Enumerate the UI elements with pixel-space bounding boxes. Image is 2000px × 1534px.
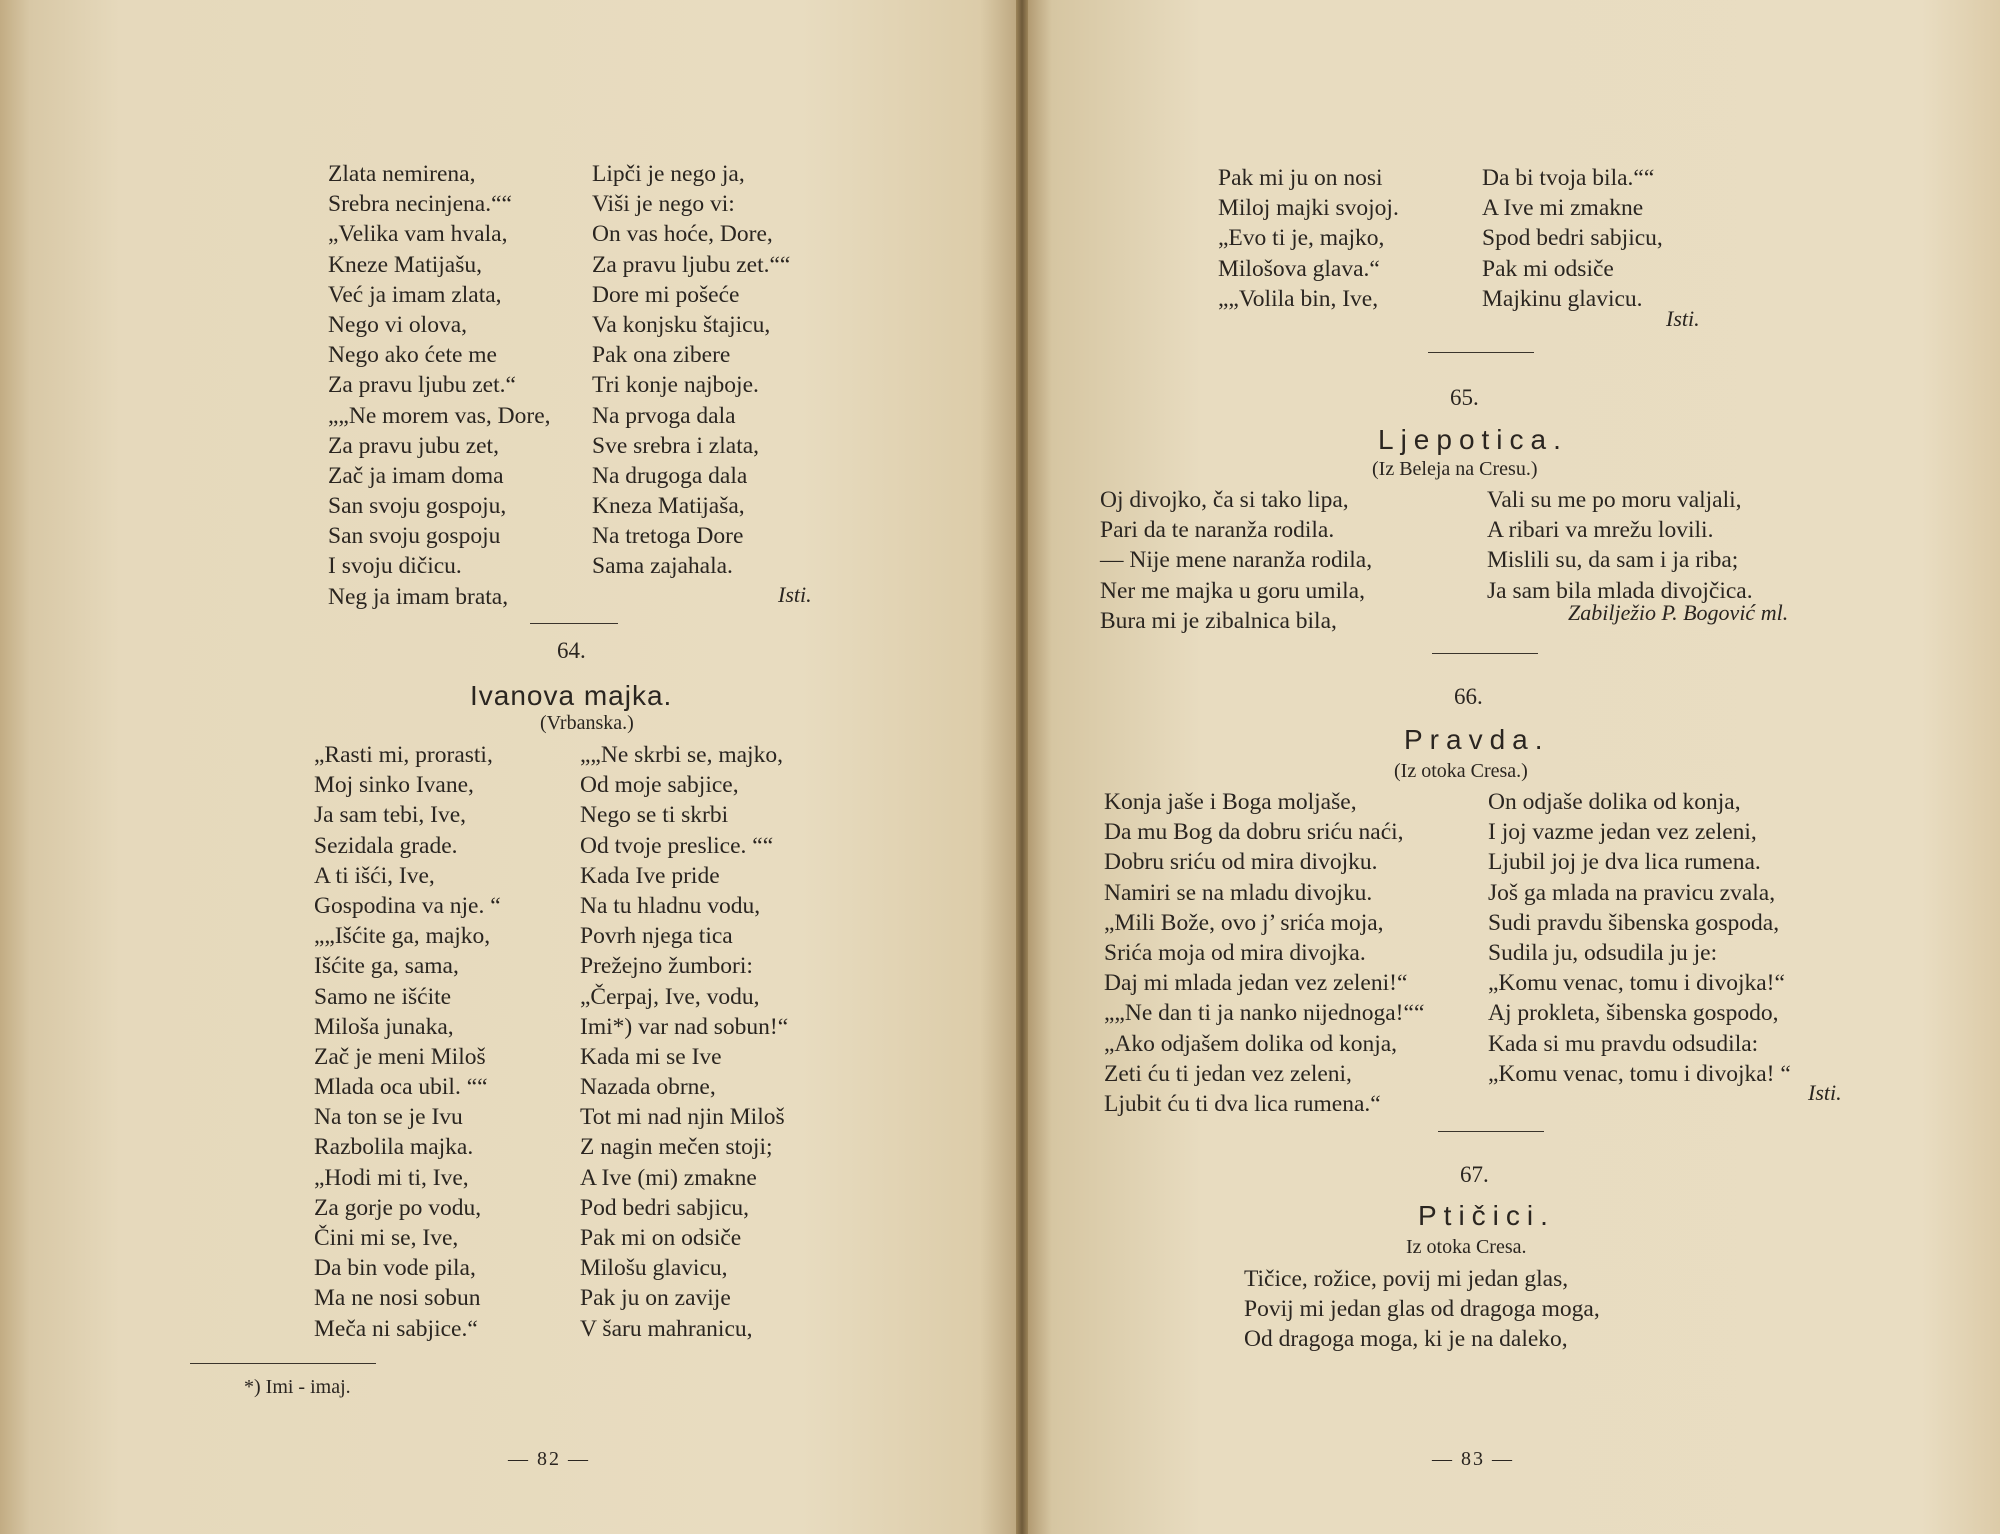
- poem64-end-column-2: [1482, 163, 1663, 314]
- verse-line: San svoju gospoju,: [328, 493, 507, 520]
- verse-line: Neg ja imam brata,: [328, 583, 509, 610]
- verse-line: Sezidala grade.: [314, 832, 458, 859]
- poem66-number: 66.: [1454, 684, 1483, 709]
- verse-line: Pak mi on odsiče: [580, 1225, 742, 1251]
- poem65-column-2: [1487, 485, 1753, 606]
- verse-line: Mislili su, da sam i ja riba;: [1487, 547, 1739, 574]
- verse-line: Za pravu jubu zet,: [328, 432, 499, 459]
- verse-line: Na prvoga dala: [592, 402, 736, 429]
- poem66-column-2: [1488, 787, 1791, 1089]
- verse-line: Nego vi olova,: [328, 311, 468, 338]
- poem66-title: Pravda.: [1404, 724, 1550, 755]
- verse-line: „Rasti mi, prorasti,: [314, 742, 493, 768]
- poem64-subtitle: (Vrbanska.): [540, 712, 634, 734]
- verse-line: Za pravu ljubu zet.“: [328, 372, 516, 399]
- verse-line: Va konjsku štajicu,: [592, 311, 771, 338]
- verse-line: Ma ne nosi sobun: [314, 1285, 481, 1312]
- verse-line: Zlata nemirena,: [328, 161, 476, 187]
- verse-line: Da bi tvoja bila.““: [1482, 165, 1655, 191]
- verse-line: Sama zajahala.: [592, 553, 733, 580]
- poem64-signature-right: Isti.: [1666, 306, 1700, 331]
- verse-line: Pak mi ju on nosi: [1218, 165, 1383, 191]
- verse-line: Pak ona zibere: [592, 342, 731, 369]
- verse-line: „„Ne morem vas, Dore,: [328, 402, 551, 429]
- verse-line: Majkinu glavicu.: [1482, 285, 1643, 312]
- right-page: [1022, 0, 2000, 1534]
- verse-line: Viši je nego vi:: [592, 191, 735, 218]
- verse-line: Namiri se na mladu divojku.: [1104, 879, 1373, 906]
- poem67-title: Ptičici.: [1418, 1200, 1555, 1231]
- verse-line: Kneza Matijaša,: [592, 493, 745, 520]
- verse-line: „Mili Bože, ovo j’ srića moja,: [1104, 909, 1384, 936]
- verse-line: Povrh njega tica: [580, 923, 733, 950]
- verse-line: Tot mi nad njin Miloš: [580, 1104, 785, 1131]
- verse-line: Na drugoga dala: [592, 462, 748, 489]
- verse-line: Zač ja imam doma: [328, 462, 504, 489]
- poem67-lines: [1244, 1264, 1600, 1355]
- verse-line: Pod bedri sabjicu,: [580, 1194, 750, 1221]
- verse-line: V šaru mahranicu,: [580, 1315, 753, 1342]
- verse-line: Mlada oca ubil. ““: [314, 1074, 488, 1101]
- verse-line: Kada mi se Ive: [580, 1043, 722, 1070]
- verse-line: Daj mi mlada jedan vez zeleni!“: [1104, 970, 1408, 997]
- verse-line: Za pravu ljubu zet.““: [592, 251, 791, 278]
- verse-line: Kada Ive pride: [580, 862, 720, 889]
- verse-line: Čini mi se, Ive,: [314, 1225, 459, 1251]
- poem64-number: 64.: [557, 638, 586, 663]
- verse-line: Ljubit ću ti dva lica rumena.“: [1104, 1090, 1381, 1117]
- verse-line: Išćite ga, sama,: [314, 953, 459, 980]
- verse-line: I svoju dičicu.: [328, 553, 462, 580]
- verse-line: Lipči je nego ja,: [592, 161, 745, 187]
- verse-line: Nego se ti skrbi: [580, 802, 729, 829]
- verse-line: Milošu glavicu,: [580, 1255, 728, 1282]
- poem65-signature: Zabilježio P. Bogović ml.: [1568, 600, 1789, 625]
- poem63-column-2: [592, 159, 790, 582]
- verse-line: Spod bedri sabjicu,: [1482, 225, 1663, 252]
- poem66-column-1: [1104, 787, 1424, 1119]
- section-divider: [530, 623, 618, 624]
- verse-line: A ti išći, Ive,: [314, 862, 435, 889]
- verse-line: Imi*) var nad sobun!“: [580, 1013, 789, 1040]
- verse-line: Miloj majki svojoj.: [1218, 195, 1399, 222]
- verse-line: Povij mi jedan glas od dragoga moga,: [1244, 1296, 1600, 1323]
- verse-line: „Ako odjašem dolika od konja,: [1104, 1030, 1398, 1057]
- section-divider: [1432, 653, 1538, 654]
- verse-line: „Komu venac, tomu i divojka! “: [1488, 1060, 1791, 1087]
- verse-line: Nazada obrne,: [580, 1074, 716, 1101]
- verse-line: A Ive mi zmakne: [1482, 195, 1644, 222]
- poem65-title: Ljepotica.: [1378, 424, 1568, 455]
- poem67-subtitle: Iz otoka Cresa.: [1406, 1236, 1527, 1258]
- verse-line: Sve srebra i zlata,: [592, 432, 760, 459]
- poem65-column-1: [1100, 485, 1372, 636]
- verse-line: „Hodi mi ti, Ive,: [314, 1164, 469, 1191]
- poem64-title: Ivanova majka.: [470, 680, 673, 711]
- verse-line: Od dragoga moga, ki je na daleko,: [1244, 1326, 1568, 1353]
- book-gutter: [1016, 0, 1028, 1534]
- poem67-number: 67.: [1460, 1162, 1489, 1187]
- footnote-rule: [190, 1363, 376, 1364]
- poem64-end-column-1: [1218, 163, 1399, 314]
- poem64-column-2: [580, 740, 788, 1344]
- verse-line: Dobru sriću od mira divojku.: [1104, 849, 1378, 876]
- verse-line: Sudi pravdu šibenska gospoda,: [1488, 909, 1780, 936]
- verse-line: I joj vazme jedan vez zeleni,: [1488, 819, 1757, 846]
- verse-line: Tri konje najboje.: [592, 372, 759, 399]
- verse-line: A Ive (mi) zmakne: [580, 1164, 757, 1191]
- verse-line: Bura mi je zibalnica bila,: [1100, 607, 1337, 634]
- verse-line: Z nagin mečen stoji;: [580, 1134, 773, 1161]
- verse-line: Na tu hladnu vodu,: [580, 892, 761, 919]
- poem65-number: 65.: [1450, 385, 1479, 410]
- verse-line: Razbolila majka.: [314, 1134, 474, 1161]
- verse-line: Nego ako ćete me: [328, 342, 497, 369]
- verse-line: Od tvoje preslice. ““: [580, 832, 774, 859]
- poem66-subtitle: (Iz otoka Cresa.): [1394, 760, 1528, 782]
- verse-line: Ja sam tebi, Ive,: [314, 802, 467, 829]
- verse-line: Ner me majka u goru umila,: [1100, 577, 1365, 604]
- poem65-subtitle: (Iz Beleja na Cresu.): [1372, 458, 1538, 480]
- verse-line: Aj prokleta, šibenska gospodo,: [1488, 1000, 1779, 1027]
- verse-line: Sudila ju, odsudila ju je:: [1488, 939, 1718, 966]
- section-divider: [1438, 1131, 1544, 1132]
- verse-line: — Nije mene naranža rodila,: [1100, 547, 1373, 574]
- verse-line: Zač je meni Miloš: [314, 1043, 486, 1070]
- verse-line: „Velika vam hvala,: [328, 221, 508, 248]
- verse-line: Dore mi pošeće: [592, 281, 740, 308]
- verse-line: Za gorje po vodu,: [314, 1194, 482, 1221]
- verse-line: Ljubil joj je dva lica rumena.: [1488, 849, 1761, 876]
- verse-line: Tičice, rožice, povij mi jedan glas,: [1244, 1266, 1569, 1292]
- verse-line: „„Ne skrbi se, majko,: [580, 742, 783, 768]
- verse-line: Na tretoga Dore: [592, 523, 744, 550]
- verse-line: Samo ne išćite: [314, 983, 452, 1010]
- verse-line: Na ton se je Ivu: [314, 1104, 463, 1131]
- verse-line: Od moje sabjice,: [580, 772, 739, 799]
- poem64-column-1: [314, 740, 501, 1344]
- verse-line: Zeti ću ti jedan vez zeleni,: [1104, 1060, 1352, 1087]
- verse-line: „Komu venac, tomu i divojka!“: [1488, 970, 1785, 997]
- verse-line: On vas hoće, Dore,: [592, 221, 773, 248]
- verse-line: Kneze Matijašu,: [328, 251, 483, 278]
- verse-line: „Evo ti je, majko,: [1218, 225, 1385, 252]
- verse-line: Moj sinko Ivane,: [314, 772, 474, 799]
- verse-line: Da mu Bog da dobru sriću naći,: [1104, 819, 1404, 846]
- verse-line: Srića moja od mira divojka.: [1104, 939, 1366, 966]
- verse-line: San svoju gospoju: [328, 523, 501, 550]
- verse-line: Ja sam bila mlada divojčica.: [1487, 577, 1753, 604]
- verse-line: „Čerpaj, Ive, vodu,: [580, 983, 760, 1010]
- verse-line: „„Volila bin, Ive,: [1218, 285, 1379, 312]
- verse-line: Još ga mlada na pravicu zvala,: [1488, 879, 1776, 906]
- verse-line: Miloša junaka,: [314, 1013, 454, 1040]
- verse-line: „„Ne dan ti ja nanko nijednoga!““: [1104, 1000, 1425, 1027]
- verse-line: Vali su me po moru valjali,: [1487, 487, 1742, 513]
- verse-line: Pak ju on zavije: [580, 1285, 731, 1312]
- verse-line: Pari da te naranža rodila.: [1100, 517, 1335, 544]
- poem66-signature: Isti.: [1808, 1080, 1842, 1105]
- verse-line: Pak mi odsiče: [1482, 255, 1614, 282]
- verse-line: Oj divojko, ča si tako lipa,: [1100, 487, 1349, 513]
- verse-line: On odjaše dolika od konja,: [1488, 789, 1741, 815]
- footnote: *) Imi - imaj.: [244, 1376, 351, 1398]
- verse-line: Konja jaše i Boga moljaše,: [1104, 789, 1357, 815]
- verse-line: Kada si mu pravdu odsudila:: [1488, 1030, 1759, 1057]
- verse-line: Gospodina va nje. “: [314, 892, 501, 919]
- verse-line: A ribari va mrežu lovili.: [1487, 517, 1714, 544]
- poem63-column-1: [328, 159, 551, 612]
- verse-line: Već ja imam zlata,: [328, 281, 502, 308]
- page-number-82: — 82 —: [508, 1448, 590, 1470]
- verse-line: „„Išćite ga, majko,: [314, 923, 491, 950]
- verse-line: Meča ni sabjice.“: [314, 1315, 478, 1342]
- poem63-signature: Isti.: [778, 582, 812, 607]
- section-divider: [1428, 352, 1534, 353]
- verse-line: Da bin vode pila,: [314, 1255, 476, 1282]
- page-number-83: — 83 —: [1432, 1448, 1514, 1470]
- verse-line: Milošova glava.“: [1218, 255, 1380, 282]
- verse-line: Srebra necinjena.““: [328, 191, 512, 218]
- verse-line: Prežejno žumbori:: [580, 953, 753, 980]
